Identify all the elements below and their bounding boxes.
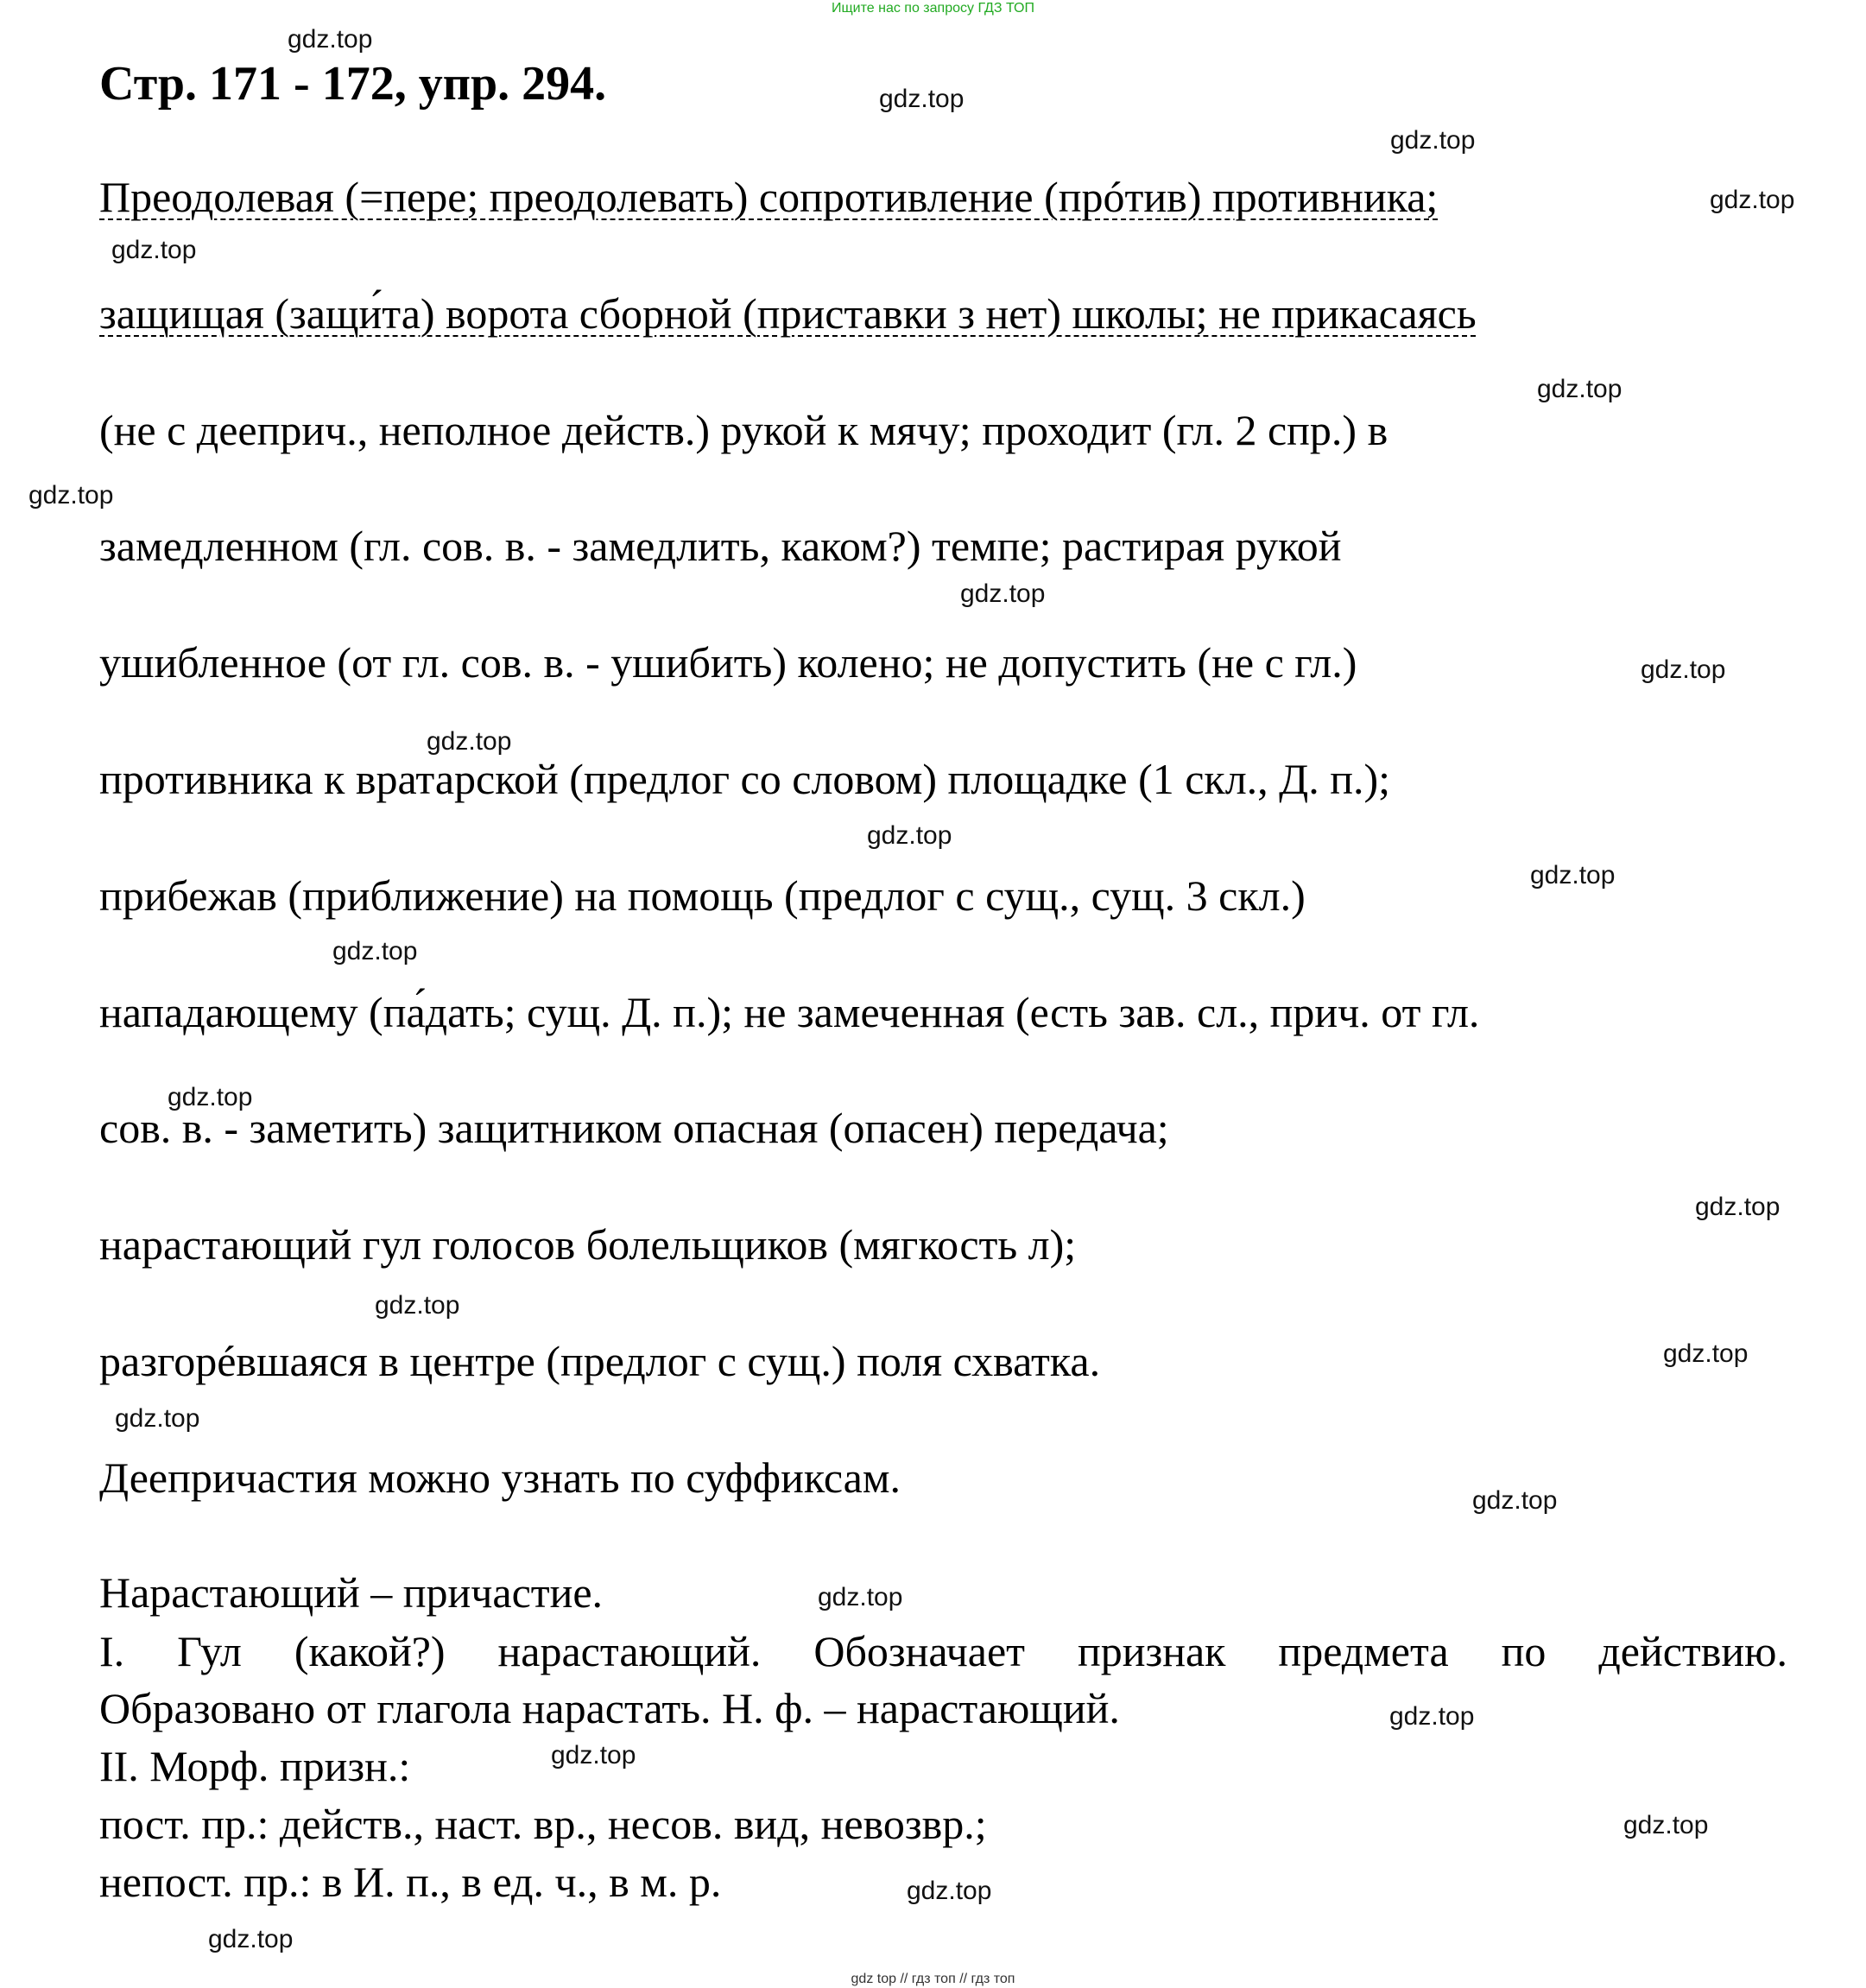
watermark: gdz.top (1537, 375, 1622, 403)
watermark: gdz.top (818, 1583, 903, 1611)
analysis-line: I. Гул (какой?) нарастающий. Обозначает признак предмета по действию. (99, 1627, 1787, 1675)
page-title: Стр. 171 - 172, упр. 294. (99, 57, 607, 111)
watermark: gdz.top (1710, 186, 1795, 214)
analysis-line: пост. пр.: действ., наст. вр., несов. вид, невозвр.; (99, 1800, 987, 1848)
watermark: gdz.top (879, 85, 965, 113)
watermark: gdz.top (208, 1925, 294, 1953)
analysis-line: Нарастающий – причастие. (99, 1568, 604, 1617)
watermark: gdz.top (375, 1291, 460, 1320)
watermark: gdz.top (1663, 1339, 1749, 1368)
analysis-line: непост. пр.: в И. п., в ед. ч., в м. р. (99, 1858, 722, 1906)
watermark: gdz.top (1641, 655, 1726, 684)
watermark: gdz.top (115, 1404, 200, 1433)
exercise-line: разгорéвшаяся в центре (предлог с сущ.) поля схватка. (99, 1337, 1101, 1385)
exercise-line: нападающему (па́дать; сущ. Д. п.); не замеченная (есть зав. сл., прич. от гл. (99, 988, 1480, 1036)
analysis-line: II. Морф. призн.: (99, 1742, 411, 1790)
watermark: gdz.top (1390, 126, 1476, 155)
exercise-line: ушибленное (от гл. сов. в. - ушибить) колено; не допустить (не с гл.) (99, 638, 1357, 687)
exercise-line: замедленном (гл. сов. в. - замедлить, каком?) темпе; растирая рукой (99, 522, 1342, 570)
watermark: gdz.top (1530, 861, 1616, 890)
watermark: gdz.top (1389, 1702, 1475, 1731)
watermark: gdz.top (1472, 1486, 1558, 1515)
exercise-line: сов. в. - заметить) защитником опасная (опасен) передача; (99, 1104, 1169, 1152)
watermark: gdz.top (427, 727, 512, 756)
watermark: gdz.top (551, 1741, 636, 1770)
watermark: gdz.top (168, 1083, 253, 1111)
exercise-line: противника к вратарской (предлог со словом) площадке (1 скл., Д. п.); (99, 755, 1391, 803)
watermark: gdz.top (1695, 1193, 1781, 1221)
watermark: gdz.top (332, 937, 418, 966)
exercise-line: Деепричастия можно узнать по суффиксам. (99, 1453, 901, 1502)
exercise-line: нарастающий гул голосов болельщиков (мягкость л); (99, 1220, 1077, 1269)
watermark: gdz.top (288, 25, 373, 54)
watermark: gdz.top (1623, 1811, 1709, 1839)
watermark: gdz.top (111, 236, 197, 264)
bottom-banner: gdz top // гдз топ // гдз топ (851, 1972, 1015, 1986)
analysis-line: Образовано от глагола нарастать. Н. ф. – нарастающий. (99, 1684, 1120, 1732)
exercise-line: прибежав (приближение) на помощь (предлог с сущ., сущ. 3 скл.) (99, 871, 1306, 920)
watermark: gdz.top (28, 481, 114, 510)
watermark: gdz.top (960, 579, 1046, 608)
watermark: gdz.top (907, 1877, 992, 1905)
exercise-line: Преодолевая (=пере; преодолевать) сопротивление (прóтив) противника; (99, 173, 1439, 221)
watermark: gdz.top (867, 821, 952, 850)
exercise-line: (не с дееприч., неполное действ.) рукой к мячу; проходит (гл. 2 спр.) в (99, 406, 1388, 454)
exercise-line: защищая (защи́та) ворота сборной (приставки з нет) школы; не прикасаясь (99, 289, 1477, 338)
top-banner: Ищите нас по запросу ГДЗ ТОП (832, 1, 1034, 16)
